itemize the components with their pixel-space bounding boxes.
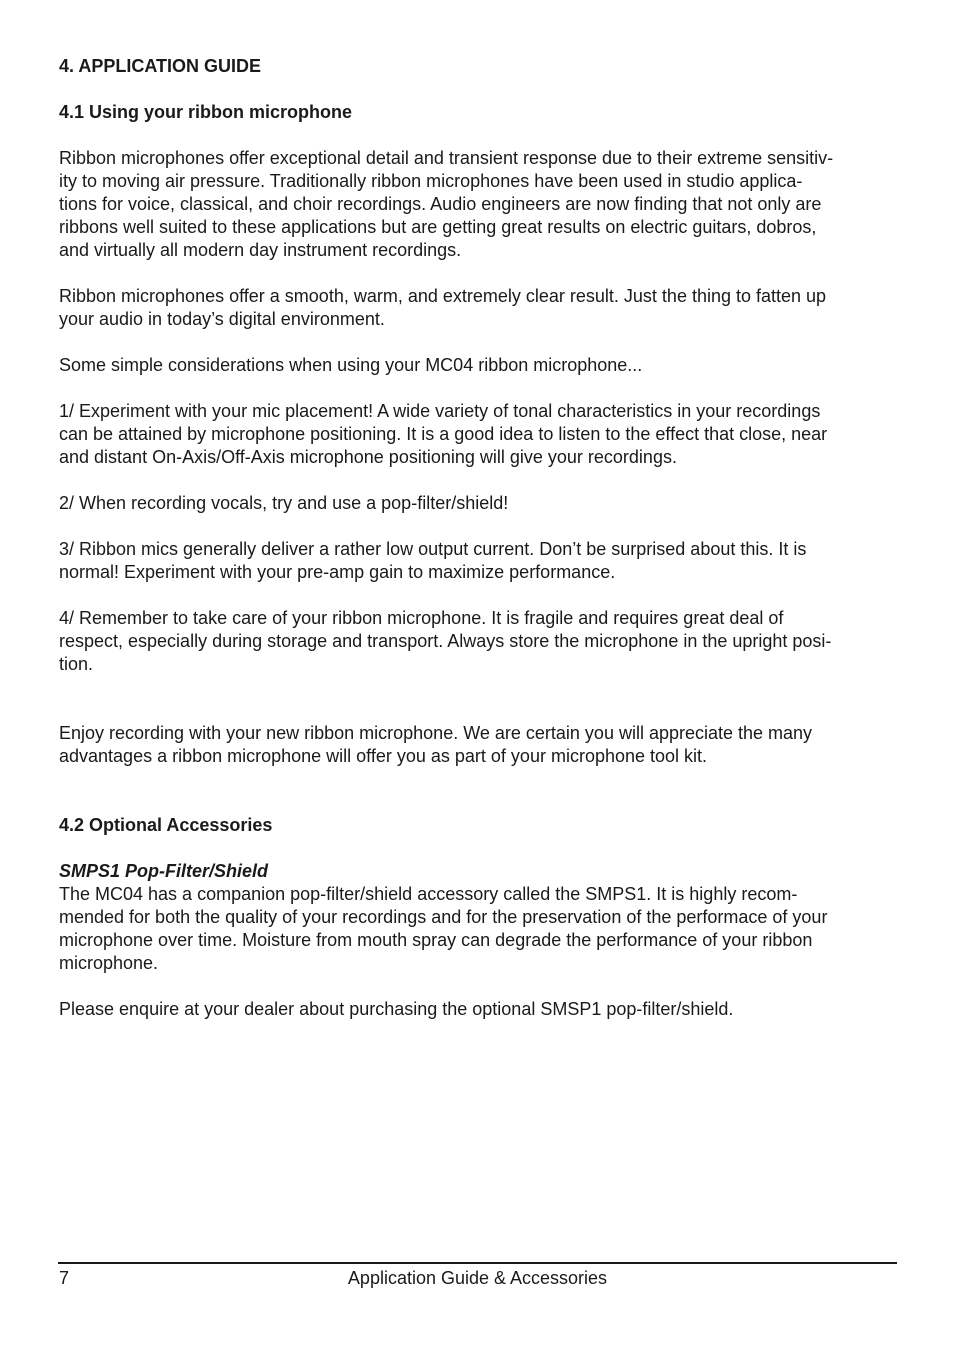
paragraph-enjoy bbox=[59, 722, 897, 768]
text-line: your audio in today’s digital environment. bbox=[59, 309, 385, 329]
text-line: 3/ Ribbon mics generally deliver a rather low output current. Don’t be surprised about this. It is bbox=[59, 539, 807, 559]
tip-output-current bbox=[59, 538, 897, 584]
paragraph-smps1 bbox=[59, 883, 897, 975]
page-number: 7 bbox=[59, 1268, 70, 1288]
paragraph-considerations bbox=[59, 354, 897, 377]
accessory-title-smps1: SMPS1 Pop-Filter/Shield bbox=[59, 861, 269, 881]
text-line: 4/ Remember to take care of your ribbon microphone. It is fragile and requires great deal of bbox=[59, 608, 784, 628]
text-line: and virtually all modern day instrument recordings. bbox=[59, 240, 462, 260]
subsection-title-accessories: 4.2 Optional Accessories bbox=[59, 815, 273, 835]
text-line: ity to moving air pressure. Traditionally ribbon microphones have been used in studio applica- bbox=[59, 171, 803, 191]
tip-care bbox=[59, 607, 897, 676]
text-line: mended for both the quality of your recordings and for the preservation of the performace of your bbox=[59, 907, 828, 927]
text-line: Enjoy recording with your new ribbon microphone. We are certain you will appreciate the many bbox=[59, 723, 813, 743]
text-line: The MC04 has a companion pop-filter/shield accessory called the SMPS1. It is highly recom- bbox=[59, 884, 798, 904]
tip-pop-filter bbox=[59, 492, 897, 515]
text-line: ribbons well suited to these applications but are getting great results on electric guitars, dobros, bbox=[59, 217, 817, 237]
paragraph-enquire bbox=[59, 998, 897, 1021]
section-title: 4. APPLICATION GUIDE bbox=[59, 56, 262, 76]
text-line: Some simple considerations when using your MC04 ribbon microphone... bbox=[59, 355, 643, 375]
text-line: tions for voice, classical, and choir recordings. Audio engineers are now finding that not only are bbox=[59, 194, 822, 214]
text-line: Please enquire at your dealer about purchasing the optional SMSP1 pop-filter/shield. bbox=[59, 999, 734, 1019]
text-line: advantages a ribbon microphone will offer you as part of your microphone tool kit. bbox=[59, 746, 708, 766]
page-content bbox=[59, 55, 897, 1021]
text-line: microphone. bbox=[59, 953, 159, 973]
text-line: 1/ Experiment with your mic placement! A wide variety of tonal characteristics in your recordings bbox=[59, 401, 821, 421]
text-line: microphone over time. Moisture from mouth spray can degrade the performance of your ribbon bbox=[59, 930, 813, 950]
tip-mic-placement bbox=[59, 400, 897, 469]
text-line: respect, especially during storage and transport. Always store the microphone in the upright posi- bbox=[59, 631, 832, 651]
subsection-title-ribbon-use: 4.1 Using your ribbon microphone bbox=[59, 102, 353, 122]
footer-title: Application Guide & Accessories bbox=[347, 1268, 608, 1288]
footer-divider bbox=[58, 1262, 897, 1264]
text-line: Ribbon microphones offer a smooth, warm, and extremely clear result. Just the thing to fatten up bbox=[59, 286, 827, 306]
text-line: tion. bbox=[59, 654, 94, 674]
paragraph-smooth-warm bbox=[59, 285, 897, 331]
text-line: normal! Experiment with your pre-amp gain to maximize performance. bbox=[59, 562, 616, 582]
text-line: and distant On-Axis/Off-Axis microphone positioning will give your recordings. bbox=[59, 447, 677, 467]
text-line: Ribbon microphones offer exceptional detail and transient response due to their extreme sensitiv- bbox=[59, 148, 834, 168]
text-line: can be attained by microphone positioning. It is a good idea to listen to the effect that close, near bbox=[59, 424, 828, 444]
paragraph-intro bbox=[59, 147, 897, 262]
text-line: 2/ When recording vocals, try and use a pop-filter/shield! bbox=[59, 493, 509, 513]
